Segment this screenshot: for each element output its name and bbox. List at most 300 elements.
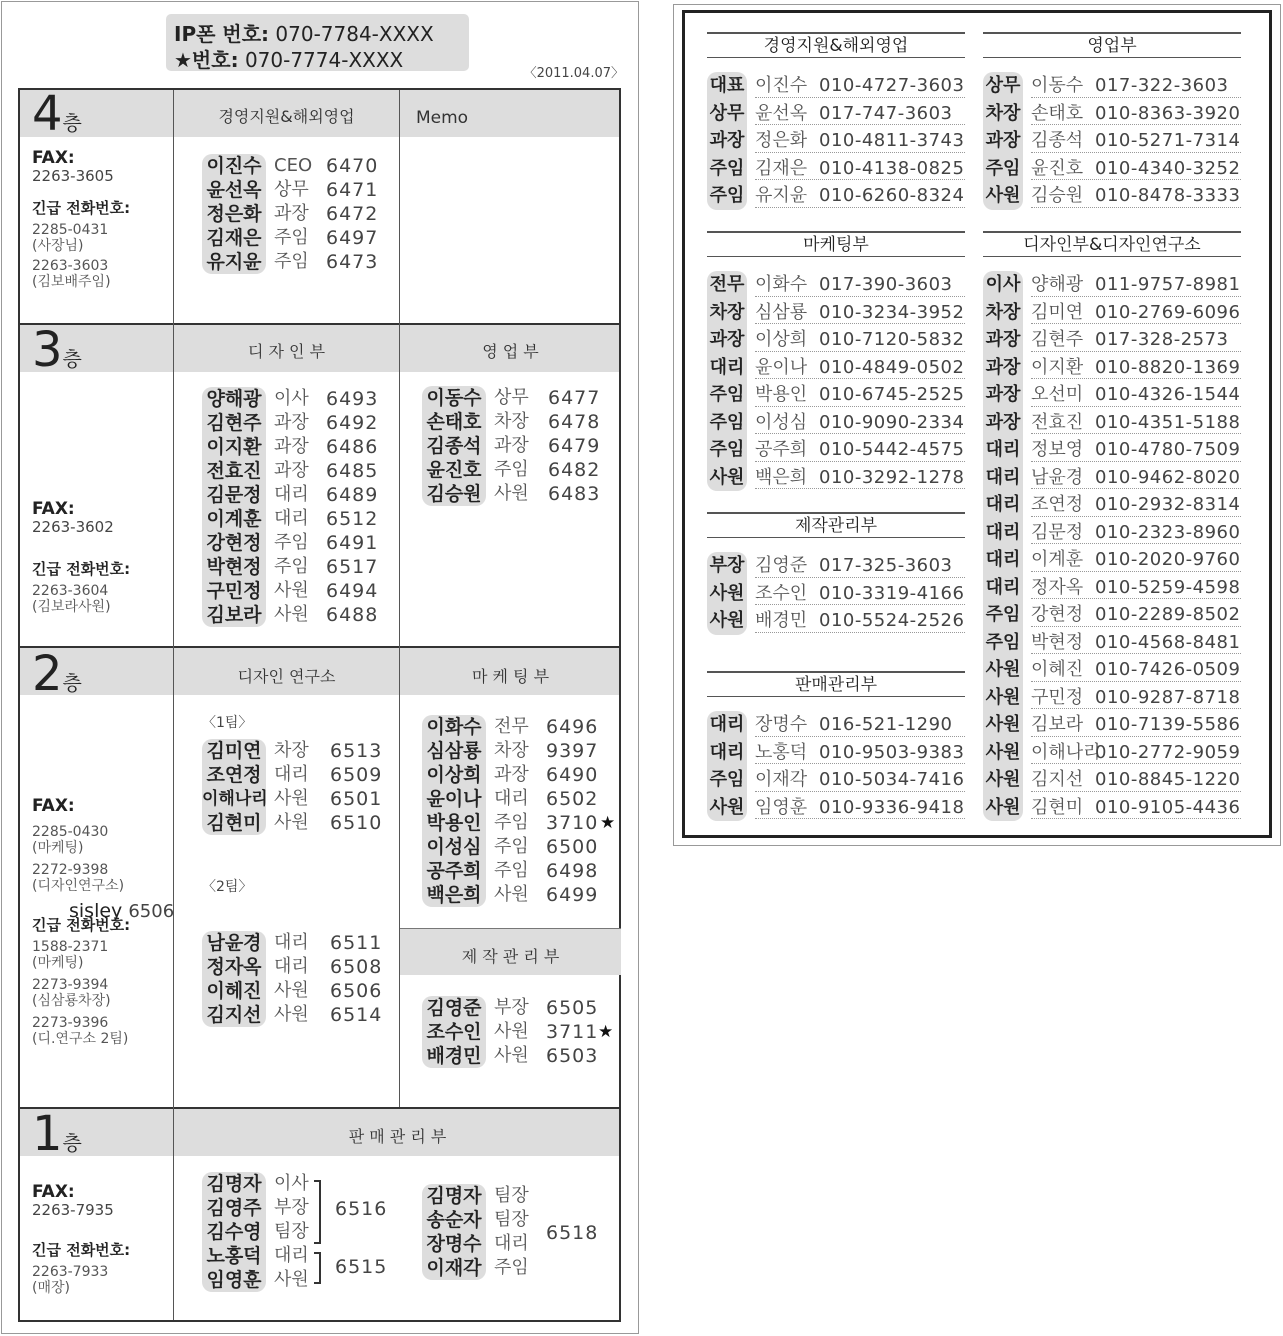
contact-name: 이해나리 <box>1031 741 1101 763</box>
staff-position: 대리 <box>494 1233 529 1254</box>
design-lab-title: 디자인 연구소 <box>237 667 336 686</box>
dotted-rule <box>1031 543 1241 544</box>
staff-name: 유지윤 <box>202 250 266 274</box>
contact-row <box>707 580 965 608</box>
dotted-rule <box>755 433 965 434</box>
contact-rank: 상무 <box>983 72 1023 100</box>
dotted-rule <box>755 488 965 489</box>
staff-name: 김미연 <box>202 739 266 763</box>
contact-row <box>983 491 1241 519</box>
contact-phone: 010-4727-3603 <box>819 75 965 96</box>
staff-position: 전무 <box>494 716 529 737</box>
dotted-rule <box>755 461 965 462</box>
contact-phone: 010-4780-7509 <box>1095 439 1241 460</box>
contact-row <box>983 766 1241 794</box>
emergency-note: (마케팅) <box>32 955 84 971</box>
star-icon: ★ <box>600 813 616 833</box>
contact-rank: 사원 <box>983 766 1023 794</box>
contact-phone: 010-2772-9059 <box>1095 741 1241 763</box>
contact-phone: 017-390-3603 <box>819 274 953 295</box>
mgmt-list <box>707 72 965 210</box>
staff-name: 손태호 <box>422 410 486 434</box>
dotted-rule <box>755 406 965 407</box>
staff-extension: 9397 <box>546 740 599 762</box>
contact-rank: 사원 <box>707 607 747 635</box>
contact-phone: 017-747-3603 <box>819 102 953 124</box>
staff-name: 조수인 <box>422 1020 486 1044</box>
contact-name: 이성심 <box>755 411 808 433</box>
contact-phone: 010-8478-3333 <box>1095 185 1241 206</box>
staff-name: 이헤진 <box>202 979 266 1003</box>
dotted-rule <box>1031 626 1241 627</box>
marketing-list <box>707 271 965 491</box>
contact-phone: 010-5271-7314 <box>1095 130 1241 151</box>
contact-rank: 사원 <box>983 684 1023 712</box>
contact-phone: 010-2020-9760 <box>1095 549 1241 570</box>
staff-name: 윤진호 <box>422 458 486 482</box>
staff-name: 이상희 <box>422 763 486 787</box>
contact-name: 오선미 <box>1031 384 1084 405</box>
staff-extension: 6511 <box>330 932 383 954</box>
staff-name: 김명자 <box>422 1184 486 1208</box>
staff-position: 사원 <box>494 1021 529 1042</box>
staff-position: 대리 <box>274 1245 309 1266</box>
staff-extension: 6485 <box>326 460 379 482</box>
emergency-number: 2273-9396 <box>32 1015 109 1031</box>
floor4-dept-title: 경영지원&해외영업 <box>218 107 355 126</box>
emergency-label: 긴급 전화번호: <box>32 916 131 934</box>
staff-extension: 6479 <box>548 435 601 457</box>
dotted-rule <box>755 296 965 297</box>
contact-phone: 010-4811-3743 <box>819 130 965 151</box>
contact-name: 배경민 <box>755 610 808 631</box>
contact-rank: 사원 <box>707 580 747 608</box>
contact-rank: 대리 <box>707 739 747 767</box>
contact-phone: 010-7120-5832 <box>819 329 965 350</box>
staff-extension: 6478 <box>548 411 601 433</box>
staff-extension: 6494 <box>326 580 379 602</box>
staff-name: 박현정 <box>202 555 266 579</box>
dotted-rule <box>1031 296 1241 297</box>
staff-name: 김수영 <box>202 1220 266 1244</box>
section-title: 제작관리부 <box>707 512 965 538</box>
emergency-note: (김보라사원) <box>32 599 111 615</box>
contact-phone: 010-4138-0825 <box>819 157 965 179</box>
floor3-label <box>32 322 82 378</box>
emergency-note: (사장님) <box>32 238 84 254</box>
contact-name: 윤선옥 <box>755 102 808 124</box>
contact-rank: 대표 <box>707 72 747 100</box>
emergency-note: (매장) <box>32 1280 70 1296</box>
contact-row <box>983 182 1241 210</box>
contact-name: 김지선 <box>1031 769 1084 790</box>
ip-number-line <box>174 18 434 47</box>
staff-extension: 6500 <box>546 836 599 858</box>
mgmt-section <box>707 32 965 210</box>
contact-row <box>707 72 965 100</box>
contact-rank: 사원 <box>983 739 1023 767</box>
floor3-number: 3 <box>32 322 63 378</box>
staff-name: 장명수 <box>422 1232 486 1256</box>
emergency-label: 긴급 전화번호: <box>32 199 131 217</box>
staff-name: 전효진 <box>202 459 266 483</box>
staff-position: 이사 <box>274 388 309 409</box>
contact-name: 정자옥 <box>1031 576 1084 598</box>
contact-rank: 차장 <box>983 100 1023 128</box>
contact-row <box>707 794 965 822</box>
contact-row <box>707 127 965 155</box>
dotted-rule <box>755 632 965 633</box>
staff-extension: 6512 <box>326 508 379 530</box>
contact-row <box>983 711 1241 739</box>
staff-name: 김명자 <box>202 1172 266 1196</box>
contact-phone: 010-9287-8718 <box>1095 686 1241 708</box>
contact-name: 전효진 <box>1031 411 1084 433</box>
emergency-note: (심삼룡차장) <box>32 993 111 1009</box>
contact-name: 이동수 <box>1031 75 1084 96</box>
contact-name: 이상희 <box>755 329 808 350</box>
contact-phone: 010-9503-9383 <box>819 741 965 763</box>
staff-name: 송순자 <box>422 1208 486 1232</box>
staff-position: 사원 <box>274 812 309 833</box>
dotted-rule <box>755 124 965 125</box>
contact-rank: 부장 <box>707 552 747 580</box>
contact-name: 김영준 <box>755 555 808 576</box>
contact-name: 백은희 <box>755 466 808 488</box>
group-a-bracket <box>314 1180 321 1244</box>
contact-name: 윤진호 <box>1031 157 1084 179</box>
staff-extension: 6517 <box>326 556 379 578</box>
staff-extension: 6502 <box>546 788 599 810</box>
contact-name: 이재각 <box>755 769 808 790</box>
star-icon: ★ <box>598 1022 614 1042</box>
contact-phone: 010-5034-7416 <box>819 769 965 790</box>
staff-position: 부장 <box>274 1197 309 1218</box>
contact-name: 김미연 <box>1031 301 1084 323</box>
dotted-rule <box>1031 124 1241 125</box>
contact-phone: 010-5442-4575 <box>819 439 965 460</box>
contact-phone: 010-2932-8314 <box>1095 494 1241 515</box>
dotted-rule <box>1031 763 1241 764</box>
contact-name: 조연정 <box>1031 494 1084 515</box>
contact-rank: 과장 <box>707 127 747 155</box>
dotted-rule <box>1031 791 1241 792</box>
ip-value: 070-7784-XXXX <box>275 22 434 46</box>
dotted-rule <box>1031 571 1241 572</box>
emergency-number: 2263-3604 <box>32 583 109 599</box>
staff-position: 과장 <box>274 412 309 433</box>
staff-extension: 6470 <box>326 155 379 177</box>
staff-position: 주임 <box>274 532 309 553</box>
staff-name: 윤선옥 <box>202 178 266 202</box>
staff-name: 이진수 <box>202 154 266 178</box>
floor1-suffix: 층 <box>62 1131 82 1155</box>
contact-rank: 사원 <box>707 464 747 492</box>
staff-extension: 6509 <box>330 764 383 786</box>
contact-row <box>707 464 965 492</box>
contact-name: 이진수 <box>755 75 808 96</box>
contact-rank: 대리 <box>707 711 747 739</box>
staff-name: 임영훈 <box>202 1268 266 1292</box>
staff-position: 대리 <box>494 788 529 809</box>
staff-name: 이동수 <box>422 386 486 410</box>
dotted-rule <box>1031 653 1241 654</box>
contact-rank: 주임 <box>707 409 747 437</box>
staff-name: 이해나리 <box>202 789 268 809</box>
sales-mgmt-list <box>707 711 965 821</box>
memo-label: Memo <box>416 108 469 128</box>
staff-position: 대리 <box>274 484 309 505</box>
contact-rank: 대리 <box>983 519 1023 547</box>
contact-name: 심삼룡 <box>755 301 808 323</box>
staff-position: 차장 <box>494 411 529 432</box>
staff-extension: 6477 <box>548 387 601 409</box>
contact-rank: 상무 <box>707 100 747 128</box>
contact-row <box>983 100 1241 128</box>
sales-dept-title: 영 업 부 <box>482 342 539 361</box>
dotted-rule <box>755 351 965 352</box>
design-list <box>983 271 1241 821</box>
staff-position: 주임 <box>274 251 309 272</box>
staff-position: 과장 <box>274 203 309 224</box>
staff-name: 박용인 <box>422 811 486 835</box>
group-a-extension: 6516 <box>335 1198 388 1220</box>
staff-extension: 6491 <box>326 532 379 554</box>
contact-rank: 사원 <box>983 182 1023 210</box>
divider-4-3 <box>20 323 619 325</box>
fax-number: 2272-9398 <box>32 862 109 878</box>
contact-phone: 010-2289-8502 <box>1095 604 1241 625</box>
contact-name: 노홍덕 <box>755 741 808 763</box>
contact-rank: 과장 <box>983 381 1023 409</box>
contact-phone: 010-4340-3252 <box>1095 157 1241 179</box>
contact-phone: 017-328-2573 <box>1095 329 1229 350</box>
section-title: 마케팅부 <box>707 231 965 257</box>
staff-position: 과장 <box>494 435 529 456</box>
contact-row <box>983 629 1241 657</box>
staff-position: 주임 <box>494 459 529 480</box>
staff-position: 팀장 <box>494 1209 529 1230</box>
contact-rank: 차장 <box>707 299 747 327</box>
emergency-number: 2273-9394 <box>32 977 109 993</box>
dotted-rule <box>1031 461 1241 462</box>
staff-name: 김현주 <box>202 411 266 435</box>
contact-rank: 사원 <box>983 656 1023 684</box>
staff-position: 과장 <box>274 460 309 481</box>
staff-position: 주임 <box>494 1257 529 1278</box>
sisley-extension: 6506 <box>128 901 175 922</box>
contact-name: 김재은 <box>755 157 808 179</box>
dotted-rule <box>1031 97 1241 98</box>
sisley-line <box>69 900 174 922</box>
contact-row <box>983 409 1241 437</box>
staff-extension: 6503 <box>546 1045 599 1067</box>
divider-2-1 <box>20 1107 619 1109</box>
sales-section <box>983 32 1241 210</box>
section-title: 디자인부&디자인연구소 <box>983 231 1241 257</box>
staff-name: 이재각 <box>422 1256 486 1280</box>
contact-name: 이계훈 <box>1031 549 1084 570</box>
star-label: ★번호: <box>174 48 239 72</box>
staff-name: 백은희 <box>422 883 486 907</box>
fax-label: FAX: <box>32 796 75 816</box>
staff-name: 이화수 <box>422 715 486 739</box>
staff-name: 김영주 <box>202 1196 266 1220</box>
floor3-contact <box>32 499 177 615</box>
staff-position: 주임 <box>494 860 529 881</box>
contact-name: 김현미 <box>1031 796 1084 818</box>
contact-phone: 010-3292-1278 <box>819 466 965 488</box>
staff-extension: 3711 <box>546 1021 599 1043</box>
staff-extension: 6492 <box>326 412 379 434</box>
floor2-number: 2 <box>32 646 63 702</box>
sales-list <box>983 72 1241 210</box>
contact-rank: 과장 <box>983 409 1023 437</box>
fax-number: 2263-3602 <box>32 518 114 536</box>
staff-name: 공주희 <box>422 859 486 883</box>
floor2-label <box>32 646 82 702</box>
staff-position: 사원 <box>274 580 309 601</box>
contact-phone: 010-4351-5188 <box>1095 411 1241 433</box>
design-dept-title: 디 자 인 부 <box>247 342 326 361</box>
dotted-rule <box>755 736 965 737</box>
contact-row <box>983 546 1241 574</box>
team2-label: 〈2팀〉 <box>202 879 253 895</box>
contact-name: 구민정 <box>1031 686 1084 708</box>
marketing-dept-title: 마 케 팅 부 <box>471 667 550 686</box>
staff-name: 김문정 <box>202 483 266 507</box>
contact-rank: 대리 <box>983 464 1023 492</box>
staff-extension: 3710 <box>546 812 599 834</box>
emergency-number: 2263-3603 <box>32 258 109 274</box>
floor2-suffix: 층 <box>62 671 82 695</box>
contact-name: 김현주 <box>1031 329 1084 350</box>
staff-extension: 6498 <box>546 860 599 882</box>
contact-rank: 과장 <box>707 326 747 354</box>
floor3-suffix: 층 <box>62 347 82 371</box>
contact-phone: 010-2769-6096 <box>1095 301 1241 323</box>
contact-row <box>707 354 965 382</box>
emergency-number: 2263-7933 <box>32 1264 109 1280</box>
staff-name: 양해광 <box>202 387 266 411</box>
staff-name: 심삼룡 <box>422 739 486 763</box>
staff-position: 사원 <box>274 604 309 625</box>
contact-name: 정은화 <box>755 130 808 151</box>
contact-name: 이혜진 <box>1031 659 1084 680</box>
contact-row <box>707 326 965 354</box>
ip-phone-header <box>166 14 469 71</box>
staff-extension: 6483 <box>548 483 601 505</box>
contact-row <box>707 271 965 299</box>
emergency-label: 긴급 전화번호: <box>32 560 131 578</box>
staff-name: 김재은 <box>202 226 266 250</box>
contact-name: 강현정 <box>1031 604 1084 625</box>
staff-position: 대리 <box>274 956 309 977</box>
contact-name: 유지윤 <box>755 185 808 206</box>
contact-row <box>983 155 1241 183</box>
dotted-rule <box>755 152 965 153</box>
staff-position: 사원 <box>274 1004 309 1025</box>
contact-name: 남윤경 <box>1031 466 1084 488</box>
staff-name: 이계훈 <box>202 507 266 531</box>
contact-rank: 대리 <box>983 436 1023 464</box>
staff-position: 사원 <box>274 1269 309 1290</box>
fax-number: 2263-7935 <box>32 1201 114 1219</box>
contact-name: 조수인 <box>755 582 808 604</box>
staff-extension: 6488 <box>326 604 379 626</box>
ip-label: IP폰 번호: <box>174 22 270 46</box>
staff-extension: 6472 <box>326 203 379 225</box>
contact-row <box>707 381 965 409</box>
staff-position: 이사 <box>274 1173 309 1194</box>
contact-row <box>983 436 1241 464</box>
dotted-rule <box>755 323 965 324</box>
section-title: 판매관리부 <box>707 671 965 697</box>
contact-phone: 010-7426-0509 <box>1095 659 1241 680</box>
staff-position: 주임 <box>494 812 529 833</box>
staff-name: 정자옥 <box>202 955 266 979</box>
staff-name: 이지환 <box>202 435 266 459</box>
contact-phone: 010-4326-1544 <box>1095 384 1241 405</box>
contact-rank: 주임 <box>707 436 747 464</box>
contact-row <box>707 436 965 464</box>
contact-rank: 과장 <box>983 354 1023 382</box>
contact-phone: 010-5524-2526 <box>819 610 965 631</box>
contact-phone: 010-9462-8020 <box>1095 466 1241 488</box>
contact-name: 김문정 <box>1031 521 1084 543</box>
contact-rank: 과장 <box>983 326 1023 354</box>
floor-grid <box>18 88 621 1322</box>
design-section <box>983 231 1241 821</box>
contact-row <box>983 464 1241 492</box>
contact-name: 손태호 <box>1031 102 1084 124</box>
contact-phone: 017-325-3603 <box>819 555 953 576</box>
dotted-rule <box>1031 598 1241 599</box>
dotted-rule <box>1031 378 1241 379</box>
fax-label: FAX: <box>32 499 75 519</box>
contact-rank: 차장 <box>983 299 1023 327</box>
dotted-rule <box>755 763 965 764</box>
contact-row <box>707 739 965 767</box>
star-value: 070-7774-XXXX <box>244 48 404 72</box>
dotted-rule <box>1031 323 1241 324</box>
dotted-rule <box>1031 708 1241 709</box>
contact-phone: 010-8820-1369 <box>1095 356 1241 378</box>
divider-3-2 <box>20 646 619 648</box>
contact-phone: 010-3234-3952 <box>819 301 965 323</box>
contact-name: 임영훈 <box>755 796 808 818</box>
staff-position: 사원 <box>274 788 309 809</box>
contact-name: 이지환 <box>1031 356 1084 378</box>
fax-number: 2263-3605 <box>32 167 114 185</box>
dotted-rule <box>1031 207 1241 208</box>
contact-name: 윤이나 <box>755 356 808 378</box>
contact-rank: 이사 <box>983 271 1023 299</box>
contact-row <box>983 299 1241 327</box>
staff-position: 주임 <box>274 556 309 577</box>
contact-name: 장명수 <box>755 714 808 735</box>
emergency-number: 2285-0431 <box>32 222 109 238</box>
staff-extension: 6486 <box>326 436 379 458</box>
contact-row <box>707 552 965 580</box>
contact-phone: 010-3319-4166 <box>819 582 965 604</box>
staff-position: 대리 <box>274 932 309 953</box>
staff-name: 김영준 <box>422 996 486 1020</box>
dotted-rule <box>755 179 965 180</box>
contact-row <box>983 739 1241 767</box>
staff-name: 김종석 <box>422 434 486 458</box>
staff-name: 김보라 <box>202 603 266 627</box>
